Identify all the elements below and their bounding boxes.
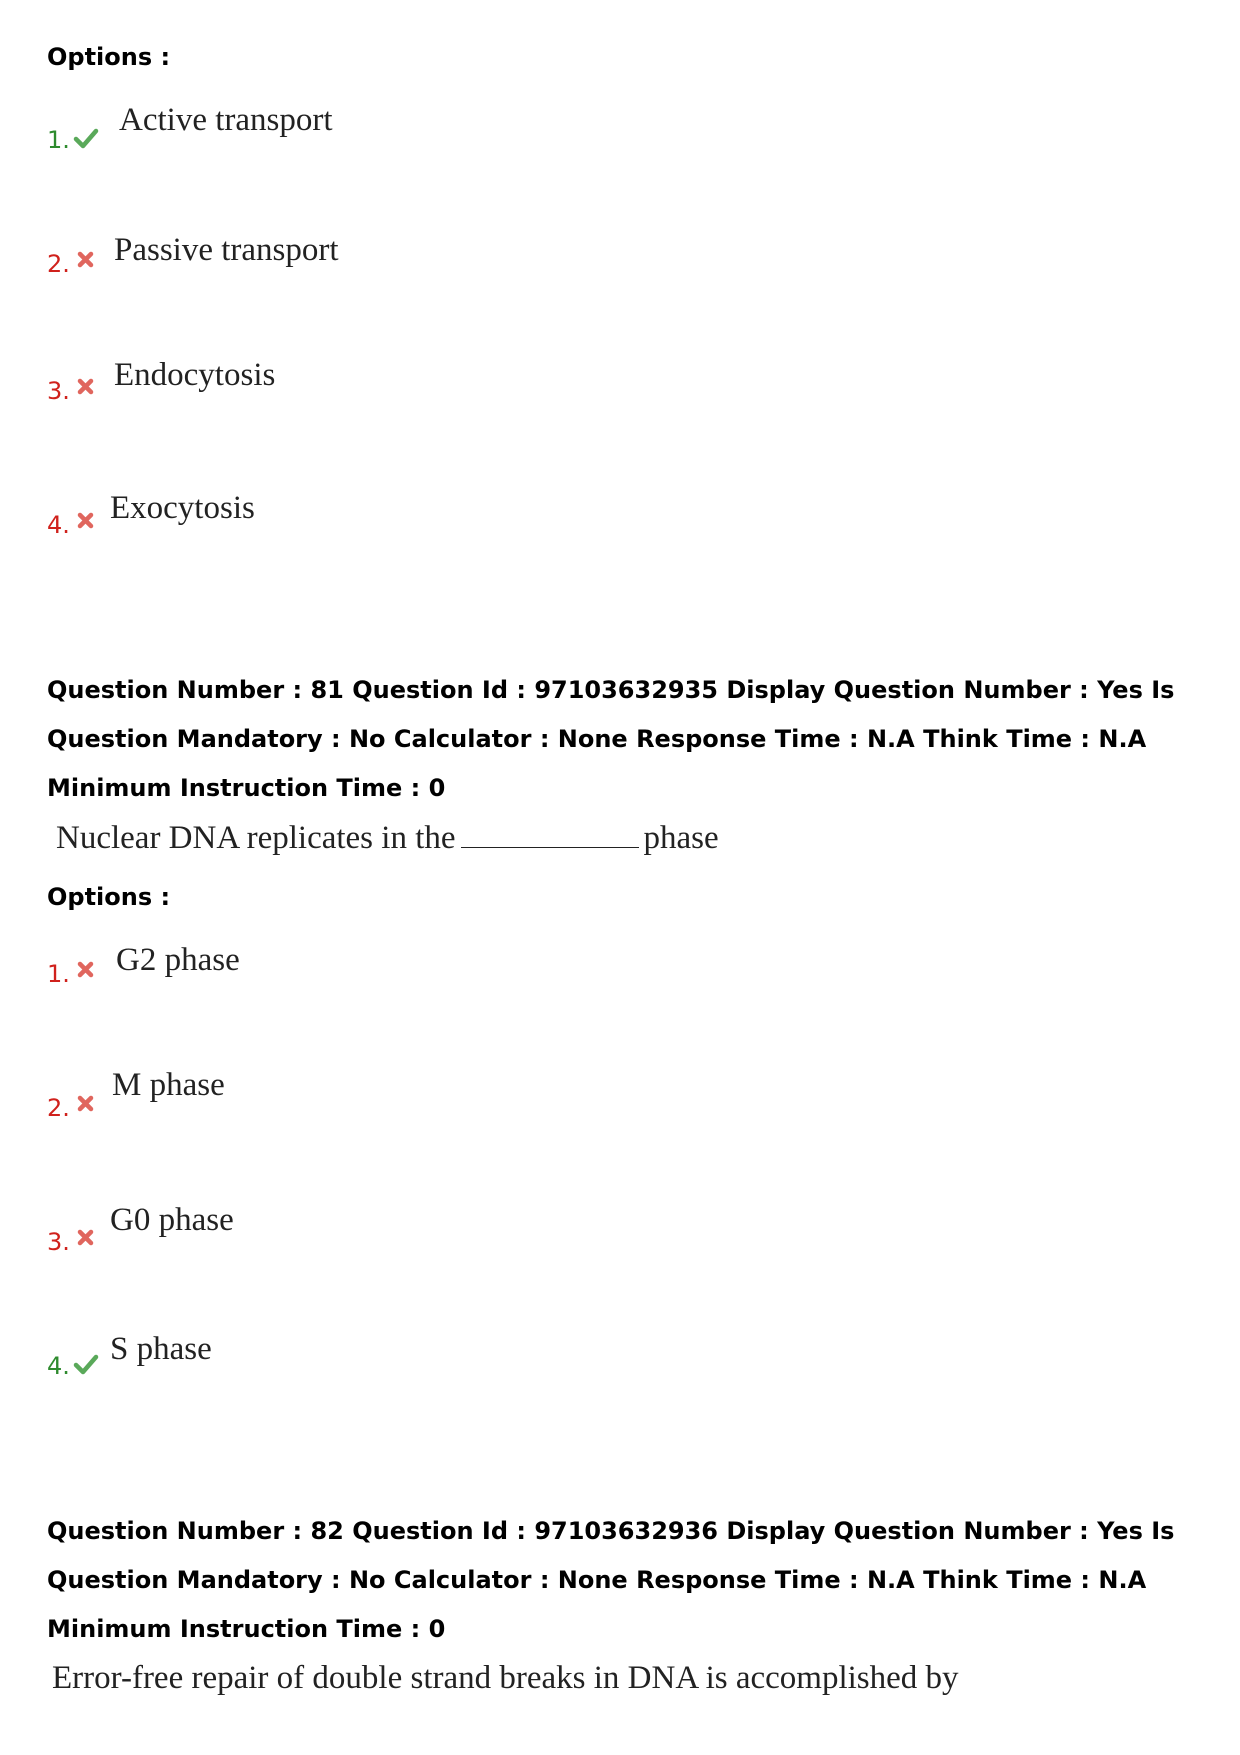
option-number: 4. [47,1352,70,1380]
option-text: G2 phase [116,942,240,978]
question-stem: Error-free repair of double strand breaks in DNA is accomplished by [52,1660,959,1696]
option-number: 3. [47,1228,70,1256]
question-meta: Question Number : 82 Question Id : 97103632936 Display Question Number : Yes Is Question Mandatory : No Calculator : None Response Time : N.A Think Time : N.A Minimum Instruction Time : 0 [47,1517,1175,1643]
check-icon [73,125,99,151]
option-number: 1. [47,126,70,154]
question-meta: Question Number : 81 Question Id : 97103632935 Display Question Number : Yes Is Question Mandatory : No Calculator : None Response Time : N.A Think Time : N.A Minimum Instruction Time : 0 [47,676,1175,802]
cross-icon [77,961,94,978]
fill-blank [461,821,639,848]
option-number: 4. [47,511,70,539]
question-stem-after: phase [643,820,719,856]
question-stem-before: Nuclear DNA replicates in the [56,820,456,856]
cross-icon [77,1229,94,1246]
option-number: 2. [47,250,70,278]
cross-icon [77,378,94,395]
option-text: Active transport [119,102,333,138]
option-text: M phase [112,1067,225,1103]
check-icon [73,1351,99,1377]
option-number: 1. [47,960,70,988]
options-label: Options : [47,43,171,71]
option-text: G0 phase [110,1202,234,1238]
option-text: Endocytosis [114,357,276,393]
option-text: S phase [110,1331,212,1367]
option-number: 2. [47,1094,70,1122]
question-stem [56,820,719,857]
cross-icon [77,512,94,529]
option-text: Exocytosis [110,490,255,526]
cross-icon [77,1095,94,1112]
option-number: 3. [47,377,70,405]
options-label: Options : [47,883,171,911]
option-text: Passive transport [114,232,339,268]
cross-icon [77,251,94,268]
